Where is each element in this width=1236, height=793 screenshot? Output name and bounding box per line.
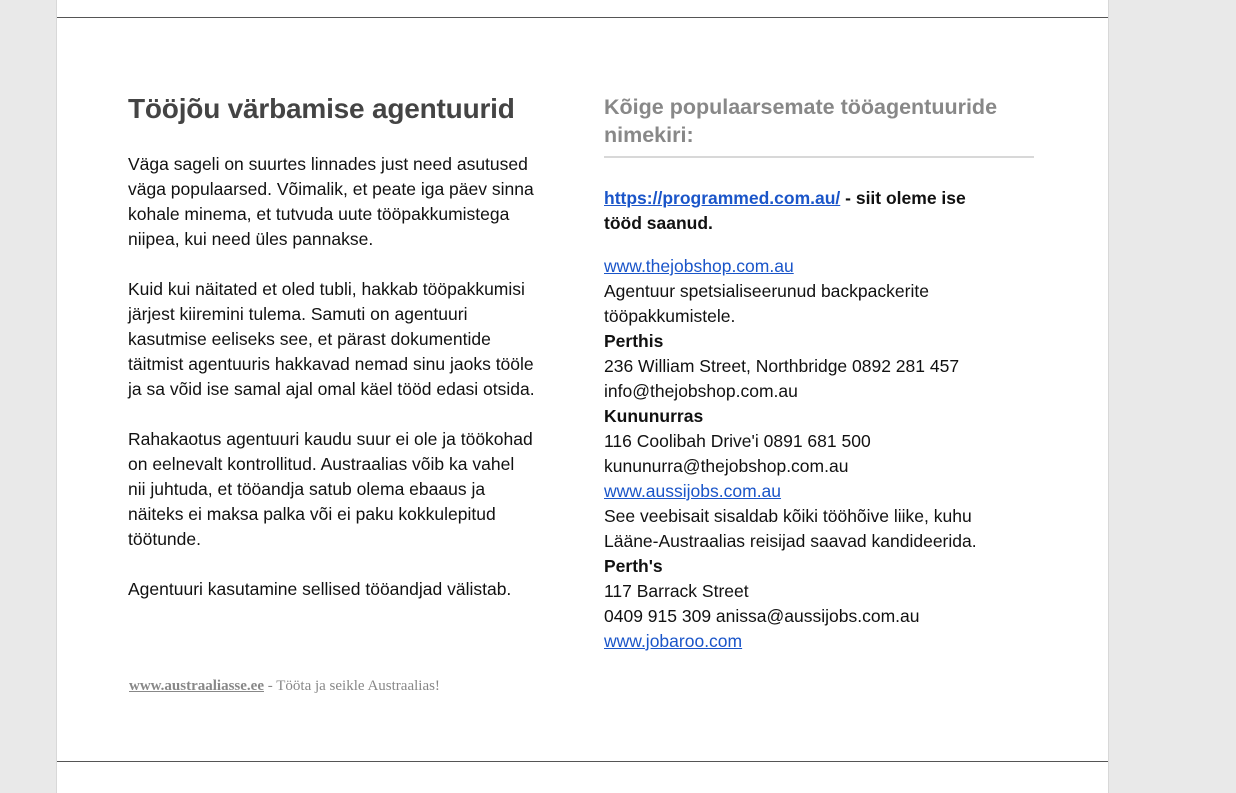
paragraph-line: töötunde. — [128, 529, 201, 549]
paragraph-line: Rahakaotus agentuuri kaudu suur ei ole ja töökohad — [128, 429, 533, 449]
aussijobs-link[interactable]: www.aussijobs.com.au — [604, 481, 782, 501]
paragraph-2 — [128, 277, 568, 402]
paragraph-3 — [128, 427, 568, 552]
bottom-divider — [57, 761, 1108, 762]
perth-email: info@thejobshop.com.au — [604, 381, 798, 401]
footer-tagline: Tööta ja seikle Austraalias! — [276, 678, 440, 694]
top-divider — [57, 17, 1108, 18]
jobaroo-link-line — [604, 629, 1044, 654]
programmed-note-line-2: tööd saanud. — [604, 213, 713, 233]
paragraph-line: näiteks ei maksa palka või ei paku kokkulepitud — [128, 504, 496, 524]
heading-line-2: nimekiri: — [604, 123, 694, 147]
page-title: Tööjõu värbamise agentuurid — [128, 93, 515, 124]
jobshop-link[interactable]: www.thejobshop.com.au — [604, 256, 794, 276]
programmed-entry — [604, 186, 1044, 211]
left-column — [128, 90, 568, 627]
aussijobs-description: Lääne-Austraalias reisijad saavad kandideerida. — [604, 531, 977, 551]
paragraph-1 — [128, 152, 568, 252]
document-page — [56, 0, 1109, 793]
footer-separator: - — [264, 678, 277, 694]
paragraph-line: nii juhtuda, et tööandja satub olema ebaaus ja — [128, 479, 486, 499]
jobshop-description: Agentuur spetsialiseerunud backpackerite — [604, 281, 929, 301]
paragraph-line: kohale minema, et tutvuda uute tööpakkumistega — [128, 204, 510, 224]
aussijobs-description: See veebisait sisaldab kõiki tööhõive liike, kuhu — [604, 506, 972, 526]
perths-address: 117 Barrack Street — [604, 581, 749, 601]
perths-contact: 0409 915 309 anissa@aussijobs.com.au — [604, 606, 920, 626]
jobshop-description: tööpakkumistele. — [604, 306, 736, 326]
footer-site-link[interactable]: www.austraaliasse.ee — [129, 678, 264, 694]
paragraph-line: järjest kiiremini tulema. Samuti on agentuuri — [128, 304, 468, 324]
paragraph-line: on eelnevalt kontrollitud. Austraalias võib ka vahel — [128, 454, 515, 474]
paragraph-line: niipea, kui need üles pannakse. — [128, 229, 374, 249]
paragraph-line: Kuid kui näitated et oled tubli, hakkab tööpakkumisi — [128, 279, 525, 299]
jobaroo-link[interactable]: www.jobaroo.com — [604, 631, 743, 651]
perth-address: 236 William Street, Northbridge 0892 281 457 — [604, 356, 960, 376]
paragraph-line: Väga sageli on suurtes linnades just need asutused — [128, 154, 528, 174]
jobshop-link-line — [604, 254, 1044, 279]
perth-heading: Perthis — [604, 331, 664, 351]
heading-line-1: Kõige populaarsemate tööagentuuride — [604, 95, 998, 119]
programmed-note: - siit oleme ise — [840, 188, 966, 208]
kununurra-heading: Kununurras — [604, 406, 704, 426]
aussijobs-link-line — [604, 479, 1044, 504]
paragraph-4 — [128, 577, 568, 602]
right-column — [604, 93, 1044, 654]
kununurra-email: kununurra@thejobshop.com.au — [604, 456, 849, 476]
agency-list-heading — [604, 93, 1034, 158]
paragraph-line: väga populaarsed. Võimalik, et peate iga päev sinna — [128, 179, 534, 199]
kununurra-address: 116 Coolibah Drive'i 0891 681 500 — [604, 431, 871, 451]
programmed-link[interactable]: https://programmed.com.au/ — [604, 188, 841, 208]
perths-heading: Perth's — [604, 556, 663, 576]
paragraph-line: kasutmise eeliseks see, et pärast dokumentide — [128, 329, 491, 349]
paragraph-line: Agentuuri kasutamine sellised tööandjad välistab. — [128, 579, 512, 599]
paragraph-line: ja sa võid ise samal ajal omal käel tööd edasi otsida. — [128, 379, 535, 399]
paragraph-line: täitmist agentuuris hakkavad nemad sinu jaoks tööle — [128, 354, 534, 374]
page-footer — [129, 676, 440, 696]
